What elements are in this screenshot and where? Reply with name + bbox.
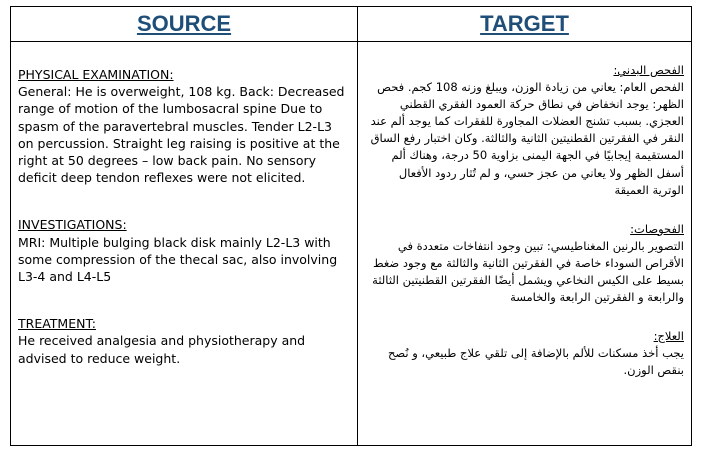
source-treatment-text: He received analgesia and physiotherapy and advised to reduce weight. — [18, 333, 306, 366]
target-investigations-title: الفحوصات: — [630, 221, 684, 236]
translation-table — [10, 6, 692, 446]
target-physical-text: الفحص العام: يعاني من زيادة الوزن، ويبلغ وزنه 108 كجم. فحص الظهر: يوجد انخفاض في نطاق حركة العمود الفقري القطني العجزي. بسبب تشنج العضلات المجاورة للفقرات كما يوجد ألم عند النقر في الفقرتين القطنيتين الثانية والثالثة. وكان اختبار رفع الساق المستقيمة إيجابيًا في الجهة اليمنى بزاوية 50 درجة، وهناك ألم أسفل الظهر ولا يعاني من عجز حسي، و لم تُثار ردود الأفعال الوترية العميقة — [370, 80, 684, 197]
source-physical-text: General: He is overweight, 108 kg. Back: Decreased range of motion of the lumbosacral spine Due to spasm of the paravertebral muscles. Tender L2-L3 on percussion. Straight leg raising is positive at the right at 50 degrees – low back pain. No sensory deficit deep tendon reflexes were not elicited. — [18, 84, 345, 186]
target-treatment-title: العلاج: — [653, 329, 684, 344]
source-treatment-title: TREATMENT: — [18, 316, 96, 332]
source-investigations-title: INVESTIGATIONS: — [18, 217, 127, 233]
source-investigations-text: MRI: Multiple bulging black disk mainly L2-L3 with some compression of the thecal sac, also involving L3-4 and L4-L5 — [18, 234, 338, 285]
target-physical-title: الفحص البدني: — [613, 63, 684, 77]
source-body — [11, 42, 357, 367]
target-treatment-section — [365, 328, 684, 379]
source-investigations-section — [18, 216, 350, 285]
source-treatment-section — [18, 315, 350, 367]
target-body — [358, 42, 691, 380]
target-column — [358, 7, 691, 445]
target-physical-section — [365, 62, 684, 199]
source-physical-section — [18, 66, 350, 186]
target-investigations-section — [365, 221, 684, 306]
target-header: TARGET — [358, 7, 691, 42]
source-column — [11, 7, 358, 445]
source-header: SOURCE — [11, 7, 357, 42]
source-physical-title: PHYSICAL EXAMINATION: — [18, 67, 174, 82]
target-treatment-text: يجب أخذ مسكنات للألم بالإضافة إلى تلقي علاج طبيعي، و نُصح بنقص الوزن. — [387, 346, 684, 378]
target-investigations-text: التصوير بالرنين المغناطيسي: تبين وجود انتفاخات متعددة في الأقراص السوداء خاصة في الفقرتين الثانية والثالثة مع وجود ضغط بسيط على الكيس النخاعي ويشمل أيضًا الفقرتين القطنيتين الثالثة والرابعة و الفقرتين الرابعة والخامسة — [372, 238, 684, 305]
